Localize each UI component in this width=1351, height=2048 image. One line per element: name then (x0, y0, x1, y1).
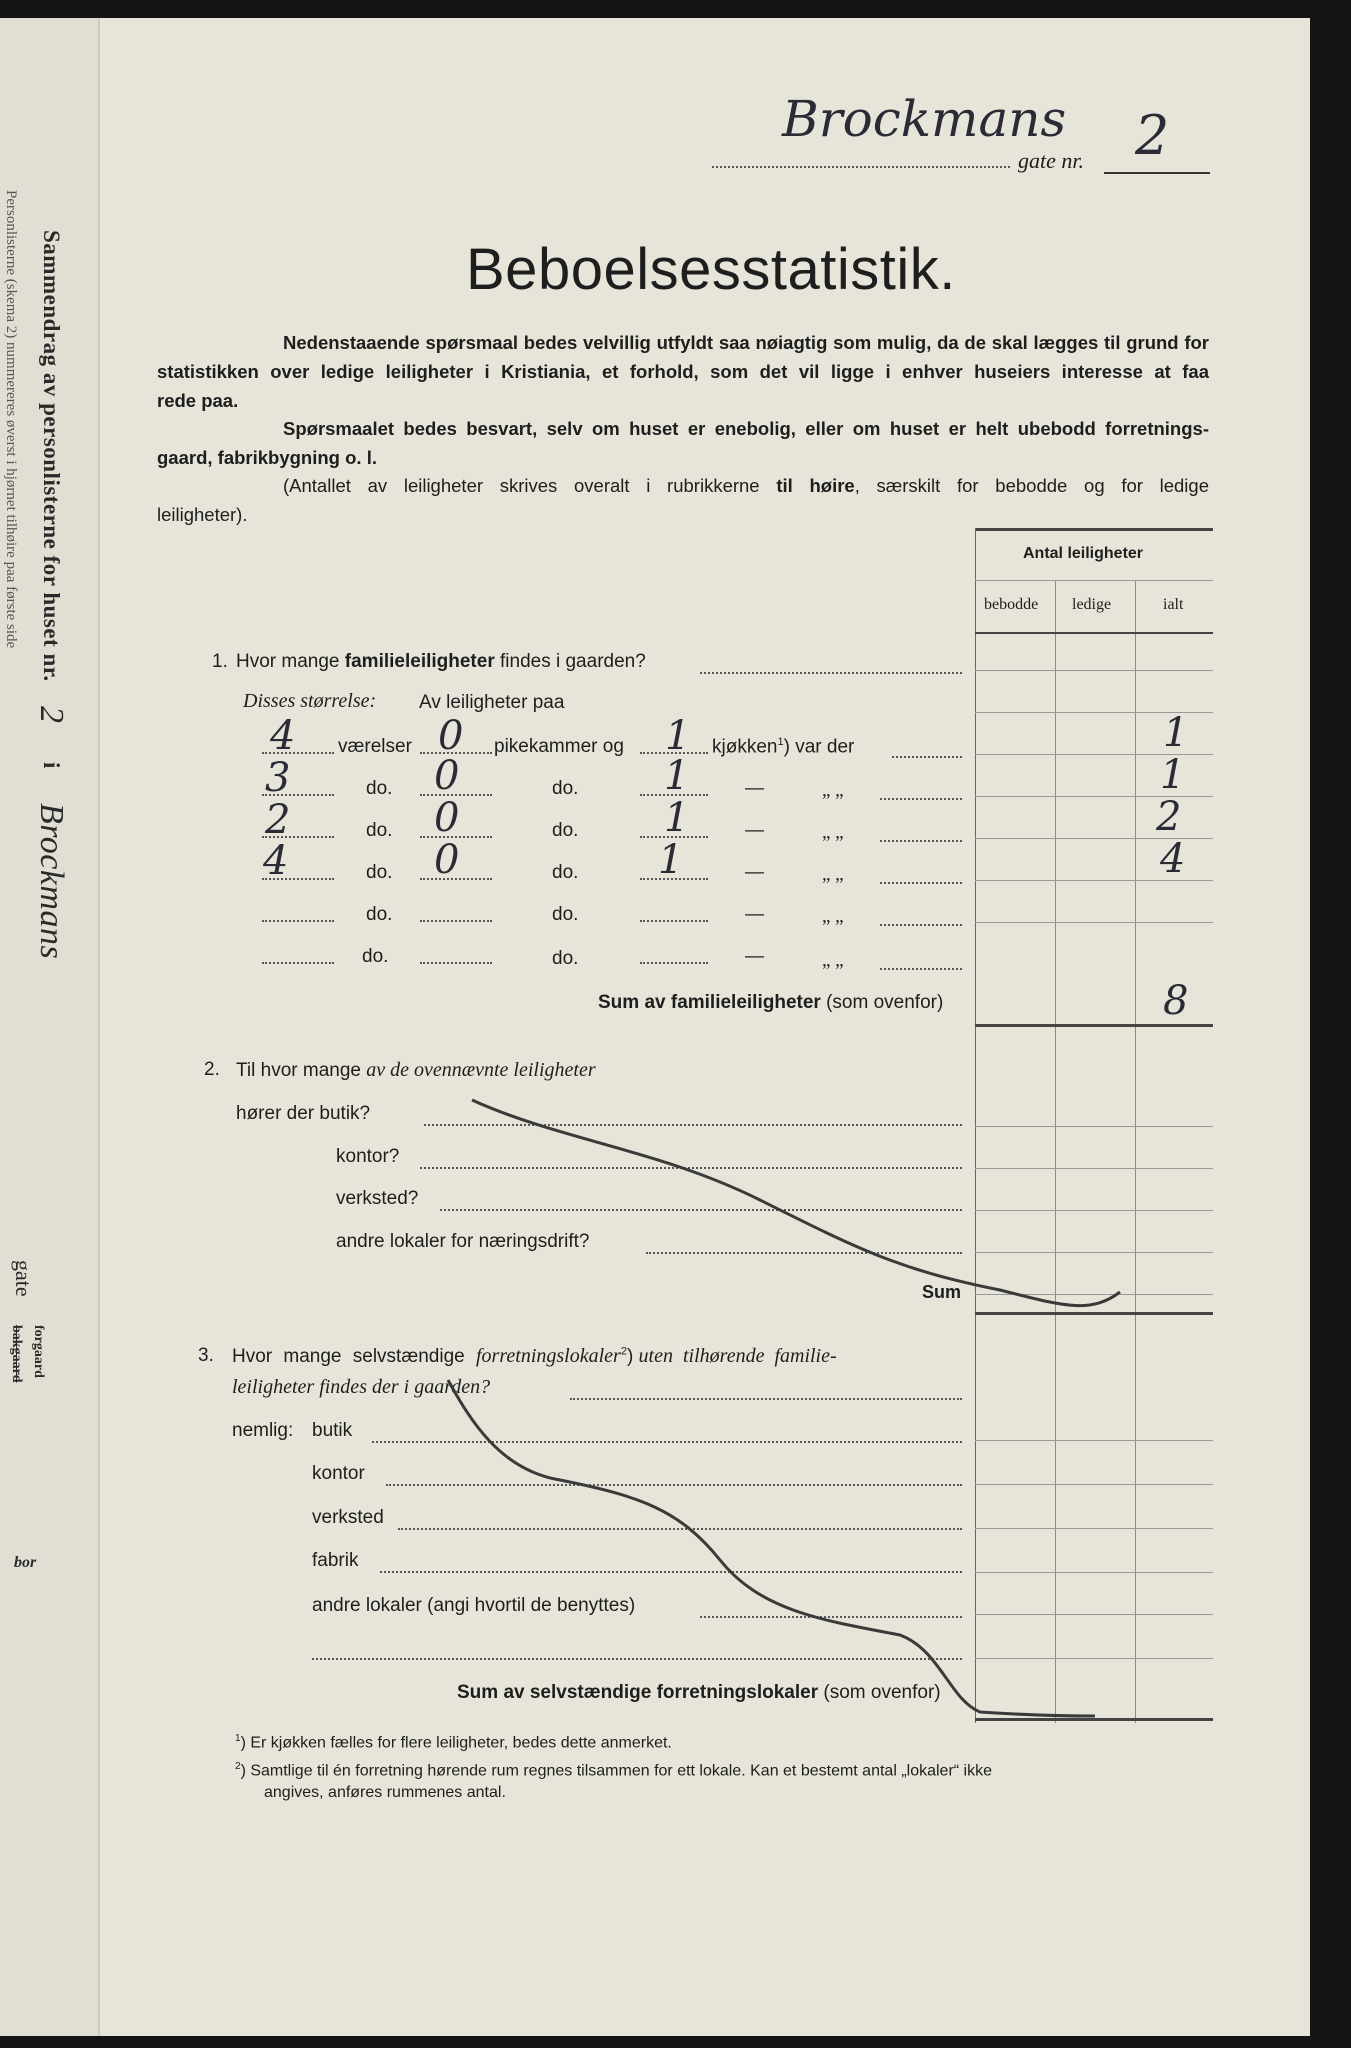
q2-sum-label: Sum (922, 1282, 962, 1302)
q3-footnote-mark: 2 (620, 1345, 627, 1358)
q3-sum-label-b: (som ovenfor) (818, 1682, 941, 1703)
q3-line1-a: Hvor mange selvstændige (232, 1346, 476, 1367)
q3-sum-label-a: Sum av selvstændige forretningslokaler (457, 1682, 819, 1703)
q1-sizes-rest: Av leiligheter paa (419, 692, 565, 713)
left-strip-hand-street: Brockmans (33, 802, 70, 959)
q3-item-verksted: verksted (312, 1507, 384, 1528)
intro-p1-l3: rede paa. (157, 390, 239, 411)
intro-p2-l2: gaard, fabrikbygning o. l. (157, 447, 377, 468)
q1-sum-total: 8 (1163, 978, 1189, 1024)
row3-maid: 0 (434, 795, 460, 841)
row4-dash: — (745, 862, 764, 883)
row1-vaerelser: værelser (338, 736, 412, 757)
left-strip-gate: gate (11, 1260, 36, 1297)
row3-kitchen: 1 (664, 795, 690, 841)
q3-line1-b: forretningslokaler (476, 1345, 621, 1367)
row5-quote: „ „ (822, 906, 844, 927)
intro-p3-a: (Antallet av leiligheter skrives overalt i rubrikkerne (283, 475, 777, 496)
intro-p3-l2: leiligheter). (157, 504, 248, 525)
row2-total: 1 (1160, 752, 1186, 798)
row4-quote: „ „ (822, 864, 844, 885)
q2-number: 2. (204, 1059, 220, 1080)
footnote-1 (235, 1733, 672, 1752)
left-strip-bor: bor (14, 1554, 37, 1571)
q3-item-butik: butik (312, 1420, 353, 1441)
q2-strike-curve (472, 1100, 1120, 1306)
left-strip-forgaard: forgaard (31, 1325, 46, 1378)
col-bebodde: bebodde (984, 596, 1039, 613)
row5-do2: do. (552, 904, 579, 925)
left-strip-col2: Personlisterne (skema 2) nummereres øverst i hjørnet tilhøire paa første side (3, 190, 19, 649)
footnote-1-text: ) Er kjøkken fælles for flere leiligheter, bedes dette anmerket. (240, 1734, 672, 1752)
row6-quote: „ „ (822, 950, 844, 971)
q1-text-a: Hvor mange (236, 651, 345, 672)
street-name-handwritten: Brockmans (782, 90, 1067, 148)
q2-item-andre: andre lokaler for næringsdrift? (336, 1231, 590, 1252)
row6-do1: do. (362, 946, 389, 967)
footnote-2-text-l1: ) Samtlige til én forretning hørende rum regnes tilsammen for ett lokale. Kan et bestemt antal „lokaler“ ikke (240, 1762, 993, 1780)
row2-rooms: 3 (265, 755, 291, 801)
q2-item-butik: hører der butik? (236, 1103, 371, 1124)
left-strip-heading: Sammendrag av personlisterne for huset nr. (39, 230, 64, 682)
row2-do2: do. (552, 778, 579, 799)
row1-maid: 0 (438, 713, 464, 759)
row1-rooms: 4 (270, 713, 296, 759)
row3-total: 2 (1156, 794, 1182, 840)
row3-rooms: 2 (265, 797, 291, 843)
row3-dash: — (745, 820, 764, 841)
page-title: Beboelsesstatistik. (466, 237, 956, 302)
row4-do2: do. (552, 862, 579, 883)
footnote-1-mark: 1 (235, 1733, 241, 1744)
left-strip-hand-nr: 2 (33, 705, 70, 724)
q3-item-fabrik: fabrik (312, 1550, 359, 1571)
row2-kitchen: 1 (664, 753, 690, 799)
row1-kitchen: 1 (665, 713, 691, 759)
row2-maid: 0 (434, 753, 460, 799)
q2-item-verksted: verksted? (336, 1188, 419, 1209)
row3-do2: do. (552, 820, 579, 841)
row2-quote: „ „ (822, 780, 844, 801)
row1-kjokken-text: kjøkken (712, 736, 778, 758)
intro-p3-b: til høire (776, 475, 855, 496)
q3-nemlig: nemlig: (232, 1420, 294, 1441)
row4-kitchen: 1 (658, 837, 684, 883)
q3-item-kontor: kontor (312, 1463, 365, 1484)
q2-text-b: av de ovennævnte leiligheter (366, 1059, 596, 1081)
intro-p3-c: , særskilt for bebodde og for ledige (854, 475, 1209, 496)
row1-footnote-mark: 1 (777, 736, 784, 748)
row4-do1: do. (366, 862, 393, 883)
q3-number: 3. (198, 1345, 214, 1366)
left-strip-bakgaard: bakgaard (9, 1325, 24, 1383)
q2-text-a: Til hvor mange (236, 1060, 367, 1081)
row2-dash: — (745, 778, 764, 799)
q2-item-kontor: kontor? (336, 1146, 400, 1167)
intro-p2-l1: Spørsmaalet bedes besvart, selv om huset er enebolig, eller om huset er helt ubebodd forretnings- (283, 418, 1209, 439)
q1-text-b: familieleiligheter (344, 651, 495, 672)
row1-pikekammer: pikekammer og (494, 736, 624, 757)
row1-var-der: ) var der (783, 736, 855, 758)
row5-do1: do. (366, 904, 393, 925)
house-number-handwritten: 2 (1135, 104, 1170, 167)
footnote-2-line2: angives, anføres rummenes antal. (264, 1784, 506, 1801)
row6-dash: — (745, 946, 764, 967)
q1-number: 1. (212, 651, 228, 672)
intro-p1-l1: Nedenstaaende spørsmaal bedes velvillig utfyldt saa nøiagtig som mulig, da de skal lægges til grund for (283, 332, 1209, 353)
row4-total: 4 (1160, 836, 1186, 882)
q1-sum-label-a: Sum av familieleiligheter (598, 992, 821, 1013)
intro-p1-l2: statistikken over ledige leiligheter i Kristiania, et forhold, som det vil ligge i enhver huseiers interesse at faa (157, 361, 1209, 382)
gate-nr-label: gate nr. (1018, 148, 1084, 173)
q3-strike-curve (448, 1380, 1095, 1716)
table-title: Antal leiligheter (1023, 545, 1144, 562)
q1-sum-label-b: (som ovenfor) (820, 992, 944, 1013)
col-ledige: ledige (1072, 596, 1112, 613)
q3-line2: leiligheter findes der i gaarden? (232, 1376, 491, 1398)
row5-dash: — (745, 904, 764, 925)
row6-do2: do. (552, 948, 579, 969)
q3-line1-d: uten tilhørende familie- (638, 1345, 837, 1367)
row4-maid: 0 (434, 837, 460, 883)
row1-total: 1 (1163, 710, 1189, 756)
footnote-2-mark: 2 (235, 1761, 241, 1772)
q3-item-andre: andre lokaler (angi hvortil de benyttes) (312, 1595, 636, 1616)
row3-quote: „ „ (822, 822, 844, 843)
q3-line1-c: ) (626, 1346, 639, 1367)
row4-rooms: 4 (263, 838, 289, 884)
q1-sizes-label: Disses størrelse: (243, 690, 377, 712)
col-ialt: ialt (1163, 596, 1184, 613)
row2-do1: do. (366, 778, 393, 799)
footnote-2 (235, 1761, 992, 1780)
q1-text-c: findes i gaarden? (494, 651, 646, 672)
left-strip-i: i (39, 761, 64, 769)
row3-do1: do. (366, 820, 393, 841)
